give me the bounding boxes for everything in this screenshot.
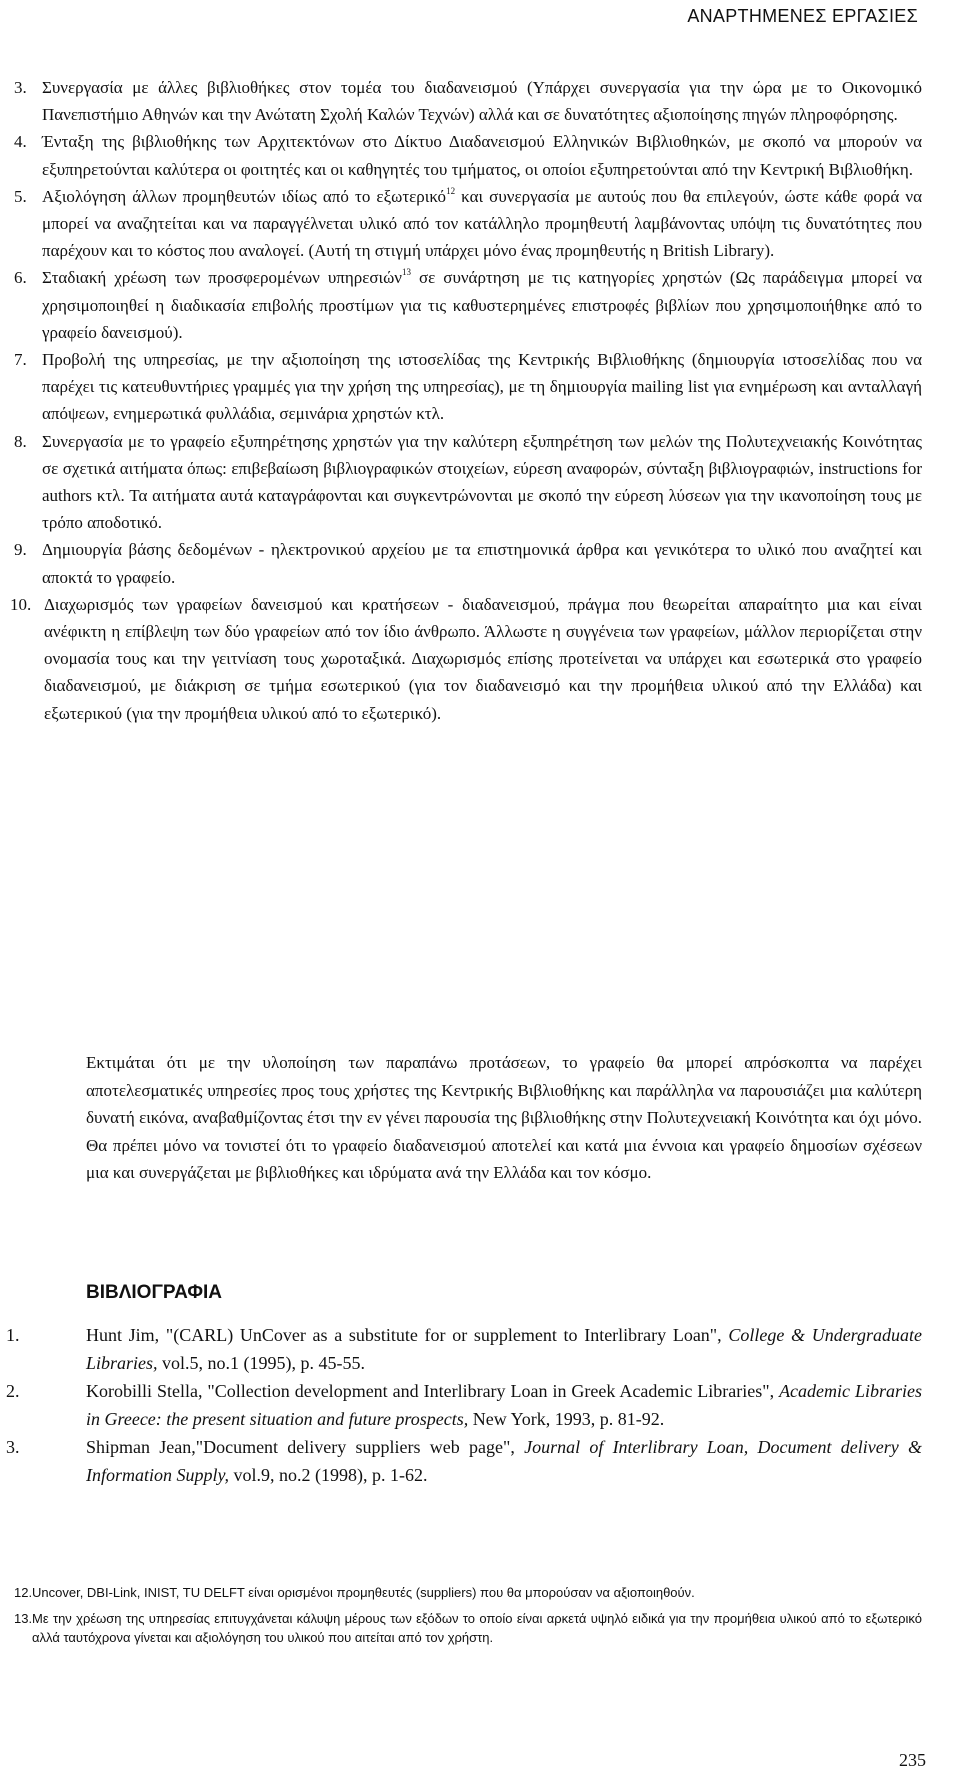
item-text: Δημιουργία βάσης δεδομένων - ηλεκτρονικού αρχείου με τα επιστημονικά άρθρα και γενικότερα το υλικό που αναζητεί και αποκτά το γραφείο.	[42, 540, 922, 587]
list-item	[10, 591, 922, 727]
item-text: Διαχωρισμός των γραφείων δανεισμού και κρατήσεων - διαδανεισμού, πράγμα που θεωρείται απαραίτητο μια και είναι ανέφικτη η επίβλεψη των δύο γραφείων από τον ίδιο άνθρωπο. Άλλωστε η συγγένεια των γραφείων, μάλλον περιορίζεται στην ονομασία τους και την γειτνίαση τους χωροταξικά. Διαχωρισμός επίσης προτείνεται να υπάρχει και εσωτερικά στο γραφείο διαδανεισμού, με διάκριση σε τμήμα εσωτερικού (για τον διαδανεισμό και την προμήθεια υλικού από την Ελλάδα) και εξωτερικού (για την προμήθεια υλικού από το εξωτερικό).	[44, 594, 922, 723]
entry-details: vol.9, no.2 (1998), p. 1-62.	[229, 1465, 428, 1485]
entry-source: College & Undergraduate Libraries,	[86, 1325, 923, 1373]
item-text: Συνεργασία με άλλες βιβλιοθήκες στον τομέα του διαδανεισμού (Υπάρχει συνεργασία για την ώρα με το Οικονομικό Πανεπιστήμιο Αθηνών και την Ανώτατη Σχολή Καλών Τεχνών) αλλά και σε δυνατότητες αξιοποίησης πηγών πληροφόρησης.	[42, 78, 922, 125]
list-item	[14, 346, 922, 428]
entry-number: 2.	[6, 1381, 20, 1401]
bibliography-entry	[6, 1433, 922, 1489]
entry-number: 3.	[6, 1437, 20, 1457]
bibliography-list	[6, 1321, 922, 1489]
item-text: Προβολή της υπηρεσίας, με την αξιοποίηση της ιστοσελίδας της Κεντρικής Βιβλιοθήκης (δημιουργία ιστοσελίδας που να παρέχει τις κατευθυντήριες γραμμές για την χρήση της υπηρεσίας), με τη δημιουργία mailing list για ενημέρωση και ανταλλαγή απόψεων, ενημερωτικά φυλλάδια, σεμινάρια χρηστών κτλ.	[42, 350, 922, 424]
list-item	[14, 264, 922, 346]
footnotes	[14, 1583, 922, 1654]
bibliography-entry	[6, 1377, 922, 1433]
item-number: 3.	[14, 78, 27, 97]
running-head: ΑΝΑΡΤΗΜΕΝΕΣ ΕΡΓΑΣΙΕΣ	[687, 6, 918, 26]
entry-source: Academic Libraries in Greece: the present situation and future prospects,	[86, 1381, 923, 1429]
item-text	[42, 187, 922, 260]
item-text: Συνεργασία με το γραφείο εξυπηρέτησης χρηστών για την καλύτερη εξυπηρέτηση των μελών της Πολυτεχνειακής Κοινότητας σε σχετικά αιτήματα όπως: επιβεβαίωση βιβλιογραφικών στοιχείων, εύρεση αναφορών, σύνταξη βιβλιογραφιών, instructions for authors κτλ. Τα αιτήματα αυτά καταγράφονται και συγκεντρώνονται με σκοπό την εύρεση λύσεων για την ικανοποίηση τους με τρόπο αποδοτικό.	[42, 431, 922, 533]
item-text	[42, 268, 922, 341]
item-text: Ένταξη της βιβλιοθήκης των Αρχιτεκτόνων στο Δίκτυο Διαδανεισμού Ελληνικών Βιβλιοθηκών, με σκοπό να μπορούν να εξυπηρετούνται καλύτερα οι φοιτητές και οι καθηγητές του τμήματος, οι οποίοι εξυπηρετούνται από την Κεντρική Βιβλιοθήκη.	[42, 132, 922, 179]
list-item	[14, 428, 922, 537]
entry-text: Hunt Jim, "(CARL) UnCover as a substitute for or supplement to Interlibrary Loan",	[86, 1325, 722, 1345]
entry-number: 1.	[6, 1325, 20, 1345]
entry-details: vol.5, no.1 (1995), p. 45-55.	[157, 1353, 366, 1373]
item-number: 7.	[14, 350, 27, 370]
footnote-divider	[0, 1560, 160, 1561]
entry-text: Shipman Jean,"Document delivery suppliers web page",	[86, 1437, 525, 1457]
item-text-part: σε συνάρτηση με τις κατηγορίες χρηστών (Ως παράδειγμα μπορεί να χρησιμοποιηθεί η διαδικασία επιβολής προστίμων για τις καθυστερημένες επιστροφές βιβλίων που χρησιμοποιήθηκε από το γραφείο δανεισμού).	[42, 268, 922, 342]
page-number: 235	[899, 1750, 926, 1770]
summary-paragraph: Εκτιμάται ότι με την υλοποίηση των παραπάνω προτάσεων, το γραφείο θα μπορεί απρόσκοπτα να παρέχει αποτελεσματικές υπηρεσίες προς τους χρήστες της Κεντρικής Βιβλιοθήκης και παράλληλα να παρουσιάζει μια καλύτερη δυνατή εικόνα, αναβαθμίζοντας έτσι την εν γένει παρουσία της βιβλιοθήκης στην Πολυτεχνειακή Κοινότητα και όχι μόνο. Θα πρέπει μόνο να τονιστεί ότι το γραφείο διαδανεισμού αποτελεί και κατά μια έννοια και γραφείο δημοσίων σχέσεων μια και συνεργάζεται με βιβλιοθήκες και ιδρύματα ανά την Ελλάδα και τον κόσμο.	[86, 1053, 922, 1183]
list-item	[14, 74, 922, 128]
item-number: 9.	[14, 540, 27, 560]
item-number: 8.	[14, 431, 27, 451]
bibliography-heading: ΒΙΒΛΙΟΓΡΑΦΙΑ	[86, 1282, 222, 1303]
proposal-list	[10, 74, 922, 727]
footnote	[14, 1609, 922, 1648]
bibliography-entry	[6, 1321, 922, 1377]
item-text-part: Σταδιακή χρέωση των προσφερομένων υπηρεσιών	[42, 268, 402, 288]
list-item	[14, 128, 922, 182]
item-number: 10.	[10, 594, 32, 614]
footnote-ref: 13	[401, 267, 411, 278]
item-text-part: και συνεργασία με αυτούς που θα επιλεγούν, ώστε κάθε φορά να μπορεί να αναζητείται και να παραγγέλνεται υλικό από τον κατάλληλο προμηθευτή λαμβάνοντας υπόψη τις δυνατότητες που παρέχουν και το κόστος που αναλογεί. (Αυτή τη στιγμή υπάρχει μόνο ένας προμηθευτής η British Library).	[42, 186, 922, 261]
footnote	[14, 1583, 922, 1603]
item-text-part: Αξιολόγηση άλλων προμηθευτών ιδίως από το εξωτερικό	[42, 186, 447, 206]
entry-details: New York, 1993, p. 81-92.	[468, 1409, 665, 1429]
item-number: 5.	[14, 186, 27, 206]
footnote-text: Με την χρέωση της υπηρεσίας επιτυγχάνεται κάλυψη μέρους των εξόδων το οποίο είναι αρκετά υψηλό ειδικά για την προμήθεια υλικού από το εξωτερικό αλλά ταυτόχρονα γίνεται και αξιολόγηση του υλικού που αιτείται από τον χρήστη.	[32, 1610, 922, 1645]
footnote-ref: 12	[446, 185, 456, 196]
footnote-number: 13.	[14, 1610, 33, 1626]
footnote-text: Uncover, DBI-Link, INIST, TU DELFT είναι ορισμένοι προμηθευτές (suppliers) που θα μπορούσαν να αξιοποιηθούν.	[32, 1585, 695, 1600]
entry-source: Journal of Interlibrary Loan, Document delivery & Information Supply,	[86, 1437, 922, 1485]
item-number: 6.	[14, 268, 27, 288]
list-item	[14, 183, 922, 265]
list-item	[14, 536, 922, 590]
item-number: 4.	[14, 132, 27, 152]
footnote-number: 12.	[14, 1585, 33, 1600]
entry-text: Korobilli Stella, "Collection development and Interlibrary Loan in Greek Academic Libraries",	[86, 1381, 780, 1401]
